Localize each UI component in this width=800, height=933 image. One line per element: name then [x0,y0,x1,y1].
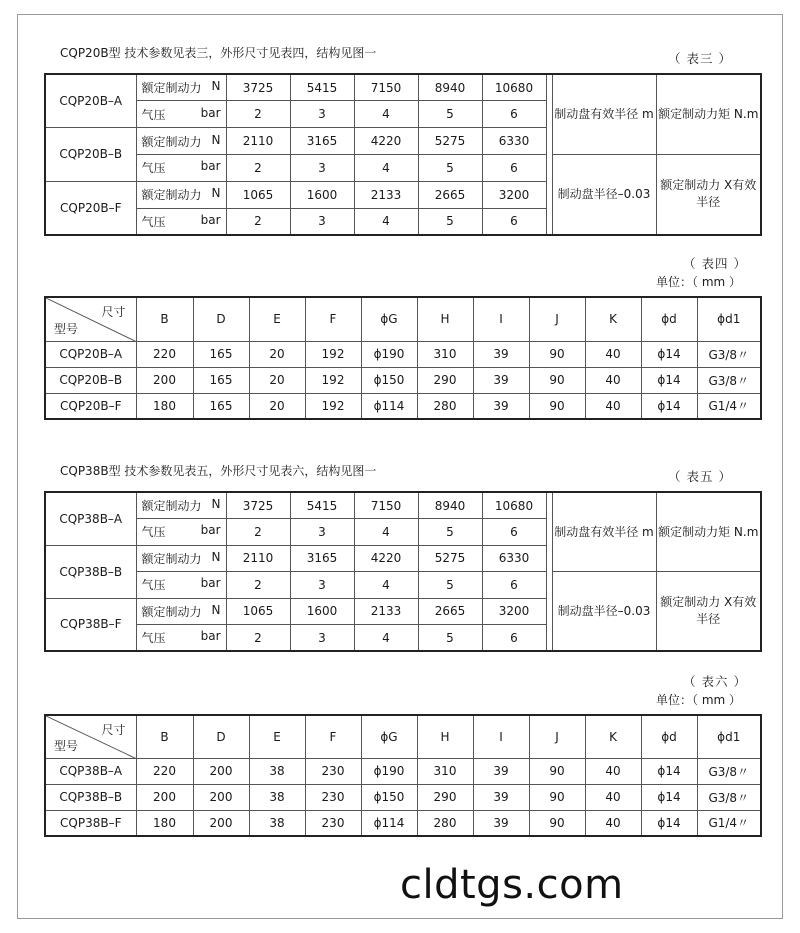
pressure-value: 6 [482,625,546,652]
dim-value: 90 [529,810,585,836]
dim-value: 39 [473,810,529,836]
dimension-table [44,714,762,837]
dim-value: 180 [136,810,193,836]
unit-label: 单位：（ mm ） [656,275,742,289]
table-row [45,393,761,419]
model-cell: CQP20B–B [45,367,136,393]
pressure-value: 3 [290,208,354,235]
force-value: 3725 [226,492,290,519]
dim-value: 90 [529,784,585,810]
dim-value: 40 [585,341,641,367]
pressure-value: 4 [354,519,418,546]
pressure-label: 气压 bar [136,572,226,599]
rated-torque-header: 额定制动力矩 N.m [656,74,761,154]
pressure-value: 2 [226,154,290,181]
disc-radius-formula: 制动盘半径–0.03 [552,154,656,235]
dim-value: 90 [529,341,585,367]
dim-value: 165 [193,367,249,393]
model-cell: CQP38B–F [45,810,136,836]
dim-value: 290 [417,784,473,810]
force-value: 10680 [482,492,546,519]
dim-value: G1/4〃 [697,810,761,836]
dim-value: G3/8〃 [697,341,761,367]
dim-value: 40 [585,810,641,836]
pressure-value: 5 [418,154,482,181]
pressure-value: 6 [482,519,546,546]
pressure-value: 6 [482,208,546,235]
pressure-label: 气压 bar [136,101,226,128]
dim-value: ϕ14 [641,367,697,393]
dim-value: 230 [305,810,361,836]
effective-radius-header: 制动盘有效半径 m [552,74,656,154]
pressure-label: 气压 bar [136,625,226,652]
force-value: 8940 [418,492,482,519]
dim-value: 20 [249,341,305,367]
force-value: 10680 [482,74,546,101]
pressure-label: 气压 bar [136,208,226,235]
column-header: ϕG [361,715,417,758]
model-cell: CQP38B–B [45,545,136,598]
column-header: ϕd [641,297,697,341]
force-value: 8940 [418,74,482,101]
column-header: B [136,297,193,341]
column-header: D [193,297,249,341]
model-cell: CQP38B–B [45,784,136,810]
site-watermark: cldtgs.com [400,862,624,908]
force-value: 7150 [354,492,418,519]
dim-value: 90 [529,758,585,784]
dim-value: 220 [136,341,193,367]
pressure-value: 6 [482,101,546,128]
dim-value: 200 [136,784,193,810]
table-row [45,367,761,393]
column-header: ϕG [361,297,417,341]
torque-formula: 额定制动力 X有效半径 [656,154,761,235]
model-cell: CQP20B–B [45,128,136,182]
dim-value: 192 [305,367,361,393]
force-value: 4220 [354,545,418,572]
dimension-table [44,296,762,420]
pressure-value: 2 [226,519,290,546]
pressure-value: 3 [290,154,354,181]
dim-value: ϕ14 [641,784,697,810]
table-label: （ 表五 ） [668,469,732,484]
table-row [45,758,761,784]
dim-value: 39 [473,341,529,367]
column-header: I [473,297,529,341]
dim-value: 40 [585,367,641,393]
pressure-value: 6 [482,154,546,181]
force-value: 1600 [290,181,354,208]
force-value: 2665 [418,181,482,208]
force-value: 3200 [482,181,546,208]
force-value: 2110 [226,128,290,155]
pressure-label: 气压 bar [136,519,226,546]
table-label: （ 表三 ） [668,51,732,66]
param-table [44,73,762,236]
dim-value: ϕ14 [641,810,697,836]
pressure-value: 5 [418,208,482,235]
dim-value: 39 [473,393,529,419]
force-value: 2133 [354,598,418,625]
pressure-value: 5 [418,519,482,546]
pressure-value: 2 [226,625,290,652]
dim-value: 38 [249,810,305,836]
model-cell: CQP38B–A [45,492,136,545]
force-value: 6330 [482,545,546,572]
column-header: B [136,715,193,758]
force-value: 2110 [226,545,290,572]
table-row [45,341,761,367]
pressure-value: 3 [290,572,354,599]
dimension-header: 尺寸 [101,305,126,319]
dim-value: 200 [193,758,249,784]
dim-value: 230 [305,758,361,784]
column-header: H [417,715,473,758]
dim-value: ϕ14 [641,758,697,784]
unit-label: 单位：（ mm ） [656,693,742,707]
pressure-value: 3 [290,101,354,128]
dim-value: ϕ150 [361,784,417,810]
column-header: I [473,715,529,758]
effective-radius-header: 制动盘有效半径 m [552,492,656,572]
pressure-value: 5 [418,625,482,652]
pressure-value: 4 [354,101,418,128]
force-label: 额定制动力 N [136,598,226,625]
model-cell: CQP20B–A [45,341,136,367]
force-value: 5275 [418,545,482,572]
dim-value: ϕ14 [641,393,697,419]
dim-value: 39 [473,758,529,784]
table-label: （ 表六 ） [683,674,747,689]
dim-value: 39 [473,367,529,393]
column-header: ϕd [641,715,697,758]
pressure-value: 5 [418,101,482,128]
dim-value: G3/8〃 [697,784,761,810]
dim-value: ϕ150 [361,367,417,393]
pressure-value: 2 [226,101,290,128]
table-row [45,784,761,810]
dim-value: 90 [529,393,585,419]
force-value: 1065 [226,181,290,208]
dim-value: 38 [249,758,305,784]
corner-header [45,297,136,341]
dim-value: G3/8〃 [697,758,761,784]
column-header: ϕd1 [697,297,761,341]
pressure-value: 2 [226,208,290,235]
dim-value: 220 [136,758,193,784]
force-value: 5415 [290,492,354,519]
dim-value: 20 [249,367,305,393]
pressure-value: 3 [290,519,354,546]
dim-value: G3/8〃 [697,367,761,393]
column-header: J [529,715,585,758]
force-label: 额定制动力 N [136,181,226,208]
model-cell: CQP38B–A [45,758,136,784]
column-header: K [585,715,641,758]
pressure-label: 气压 bar [136,154,226,181]
dim-value: 280 [417,810,473,836]
dim-value: 310 [417,758,473,784]
dim-value: 20 [249,393,305,419]
dim-value: 192 [305,341,361,367]
force-value: 6330 [482,128,546,155]
dim-value: 90 [529,367,585,393]
param-table [44,491,762,652]
force-value: 5275 [418,128,482,155]
model-cell: CQP20B–A [45,74,136,128]
corner-header [45,715,136,758]
model-cell: CQP38B–F [45,598,136,651]
section-title: CQP38B型 技术参数见表五，外形尺寸见表六，结构见图一 [60,464,377,478]
model-header: 型号 [54,321,79,336]
force-label: 额定制动力 N [136,128,226,155]
disc-radius-formula: 制动盘半径–0.03 [552,572,656,652]
dim-value: 40 [585,784,641,810]
rated-torque-header: 额定制动力矩 N.m [656,492,761,572]
column-header: F [305,297,361,341]
model-header: 型号 [54,738,79,753]
dim-value: 310 [417,341,473,367]
force-value: 2133 [354,181,418,208]
dim-value: ϕ14 [641,341,697,367]
pressure-value: 6 [482,572,546,599]
dim-value: 40 [585,758,641,784]
pressure-value: 2 [226,572,290,599]
column-header: F [305,715,361,758]
dim-value: ϕ114 [361,393,417,419]
dim-value: 39 [473,784,529,810]
force-label: 额定制动力 N [136,492,226,519]
force-label: 额定制动力 N [136,74,226,101]
pressure-value: 4 [354,625,418,652]
table-label: （ 表四 ） [683,256,747,271]
pressure-value: 4 [354,208,418,235]
dim-value: 40 [585,393,641,419]
force-value: 7150 [354,74,418,101]
dim-value: 200 [193,784,249,810]
force-value: 3165 [290,128,354,155]
column-header: H [417,297,473,341]
dim-value: 38 [249,784,305,810]
dim-value: 192 [305,393,361,419]
table-row [45,810,761,836]
column-header: E [249,297,305,341]
column-header: K [585,297,641,341]
force-value: 3165 [290,545,354,572]
dim-value: ϕ190 [361,758,417,784]
force-value: 5415 [290,74,354,101]
dim-value: 280 [417,393,473,419]
column-header: D [193,715,249,758]
dim-value: G1/4〃 [697,393,761,419]
column-header: E [249,715,305,758]
pressure-value: 4 [354,154,418,181]
dim-value: ϕ190 [361,341,417,367]
pressure-value: 3 [290,625,354,652]
force-value: 3200 [482,598,546,625]
section-title: CQP20B型 技术参数见表三，外形尺寸见表四，结构见图一 [60,46,377,60]
column-header: ϕd1 [697,715,761,758]
pressure-value: 4 [354,572,418,599]
force-value: 2665 [418,598,482,625]
force-value: 3725 [226,74,290,101]
dim-value: 200 [193,810,249,836]
force-value: 1065 [226,598,290,625]
model-cell: CQP20B–F [45,181,136,235]
dim-value: 290 [417,367,473,393]
dim-value: 200 [136,367,193,393]
dimension-header: 尺寸 [101,723,126,737]
column-header: J [529,297,585,341]
pressure-value: 5 [418,572,482,599]
torque-formula: 额定制动力 X有效半径 [656,572,761,652]
dim-value: 230 [305,784,361,810]
dim-value: 165 [193,393,249,419]
force-value: 4220 [354,128,418,155]
model-cell: CQP20B–F [45,393,136,419]
force-label: 额定制动力 N [136,545,226,572]
dim-value: ϕ114 [361,810,417,836]
dim-value: 165 [193,341,249,367]
dim-value: 180 [136,393,193,419]
force-value: 1600 [290,598,354,625]
